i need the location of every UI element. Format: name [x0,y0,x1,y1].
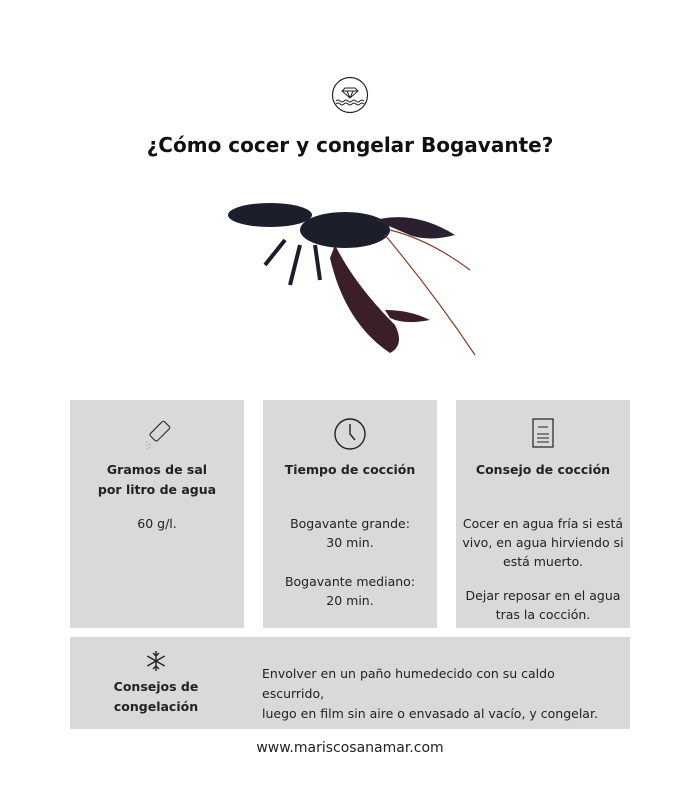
recipe-card-icon [456,418,630,450]
card-text: 20 min. [326,593,374,608]
freezing-text: luego en film sin aire o envasado al vacío, y congelar. [262,706,598,721]
lobster-image [225,190,485,370]
card-title: Gramos de sal [106,462,208,477]
salt-shaker-icon [70,418,244,450]
card-text: vivo, en agua hirviendo si [462,535,624,550]
card-title: por litro de agua [97,482,217,497]
website-link[interactable]: www.mariscosanamar.com [256,740,444,756]
cooking-tip-card [456,400,630,628]
snowflake-icon [144,649,168,673]
card-text: Bogavante grande: [290,516,410,531]
cooking-time-card [263,400,437,628]
page-title: ¿Cómo cocer y congelar Bogavante? [146,133,554,157]
freezing-title: congelación [113,699,199,714]
freezing-title: Consejos de [113,679,199,694]
card-text: Cocer en agua fría si está [462,516,624,531]
card-title: Tiempo de cocción [284,462,416,477]
brand-logo-icon [331,76,369,114]
freezing-text: Envolver en un paño humedecido con su caldo escurrido, [262,666,555,701]
card-text: está muerto. [503,554,583,569]
clock-icon [263,418,437,450]
card-text: 30 min. [326,535,374,550]
card-title: Consejo de cocción [475,462,611,477]
card-text: Dejar reposar en el agua [465,588,621,603]
card-text: tras la cocción. [495,607,591,622]
salt-card [70,400,244,628]
card-value: 60 g/l. [137,516,177,531]
freezing-card [70,637,630,729]
card-text: Bogavante mediano: [284,574,416,589]
